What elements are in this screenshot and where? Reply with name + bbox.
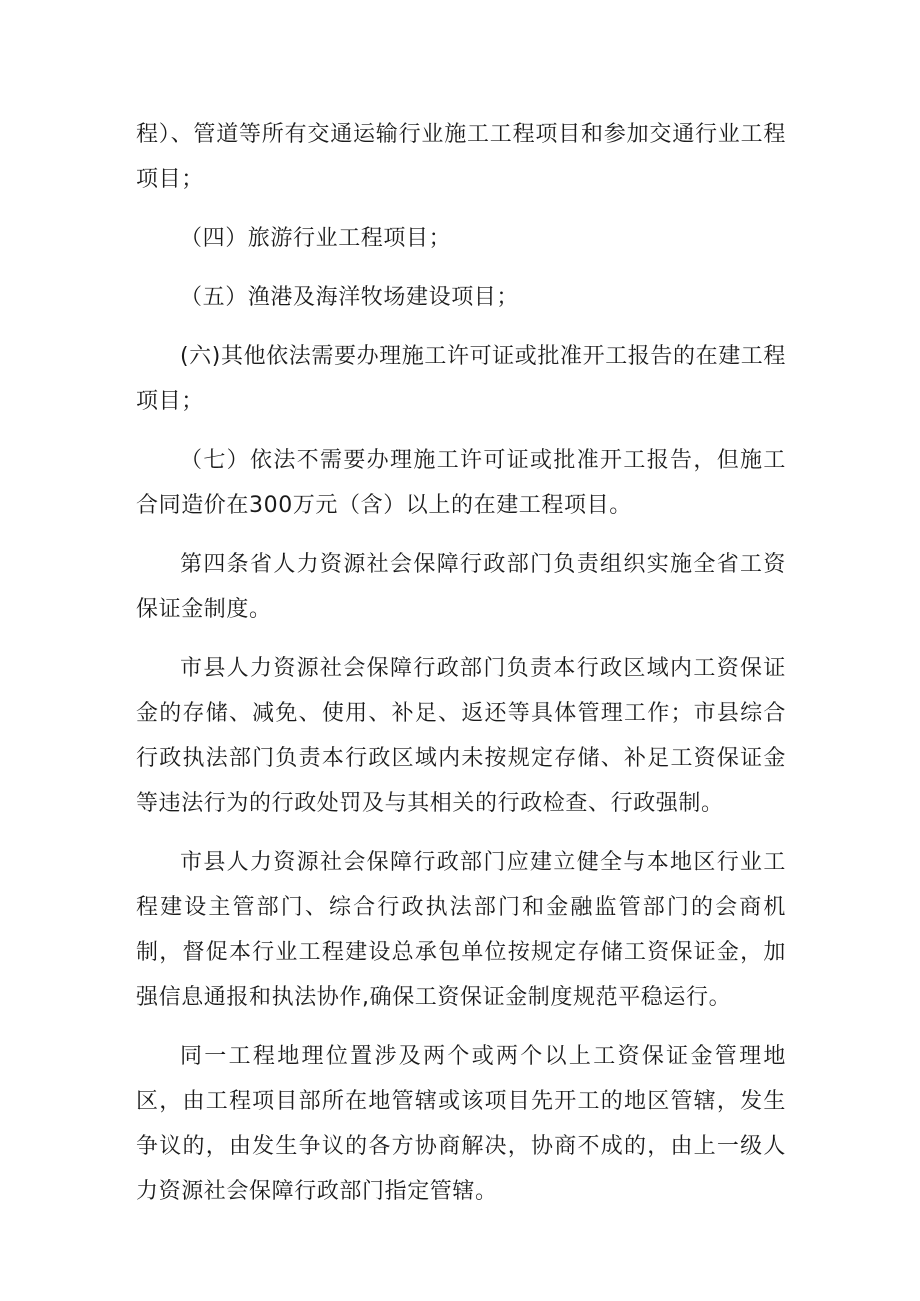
paragraph-item-6: (六)其他依法需要办理施工许可证或批准开工报告的在建工程项目； [136, 344, 786, 414]
paragraph-jurisdiction: 同一工程地理位置涉及两个或两个以上工资保证金管理地区，由工程项目部所在地管辖或该项目先开工的地区管辖，发生争议的，由发生争议的各方协商解决，协商不成的，由上一级人力资源社会保障行政部门指定管辖。 [136, 1044, 786, 1204]
paragraph-article-4: 第四条省人力资源社会保障行政部门负责组织实施全省工资保证金制度。 [136, 552, 786, 622]
paragraph-transport-projects: 程）、管道等所有交通运输行业施工工程项目和参加交通行业工程项目； [136, 122, 786, 192]
paragraph-item-7: （七）依法不需要办理施工许可证或批准开工报告，但施工合同造价在300万元（含）以上的在建工程项目。 [136, 448, 786, 518]
document-body [136, 112, 786, 1228]
paragraph-item-5: （五）渔港及海洋牧场建设项目； [180, 285, 520, 310]
paragraph-item-4: （四）旅游行业工程项目； [180, 226, 452, 251]
paragraph-consultation-mechanism: 市县人力资源社会保障行政部门应建立健全与本地区行业工程建设主管部门、综合行政执法部门和金融监管部门的会商机制，督促本行业工程建设总承包单位按规定存储工资保证金，加强信息通报和执法协作,确保工资保证金制度规范平稳运行。 [136, 850, 786, 1010]
paragraph-county-management: 市县人力资源社会保障行政部门负责本行政区域内工资保证金的存储、减免、使用、补足、返还等具体管理工作；市县综合行政执法部门负责本行政区域内未按规定存储、补足工资保证金等违法行为的行政处罚及与其相关的行政检查、行政强制。 [136, 656, 786, 816]
